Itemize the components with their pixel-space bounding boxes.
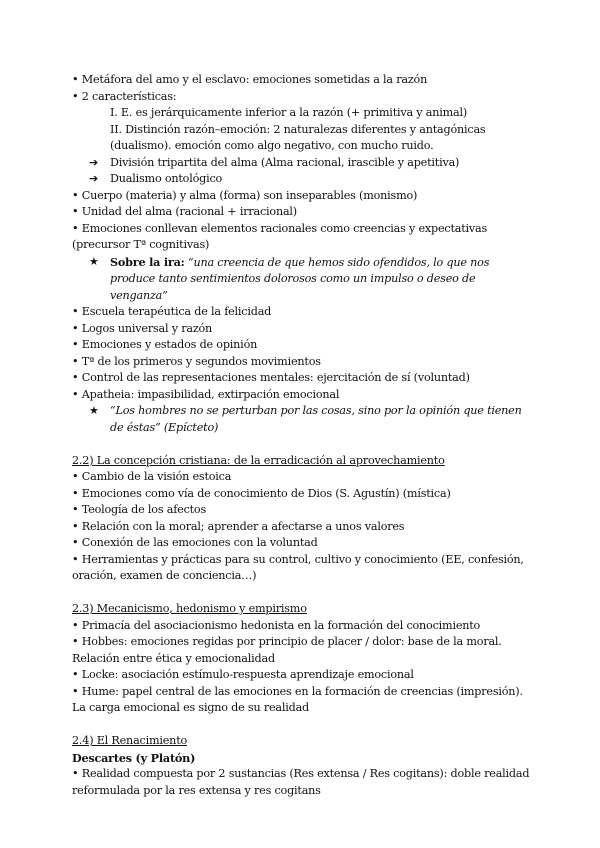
arrow-icon: ➔ (89, 155, 99, 169)
bullet-cuerpo-alma: • Cuerpo (materia) y alma (forma) son inseparables (monismo) (72, 188, 418, 202)
section-heading-renacimiento: 2.4) El Renacimiento (72, 734, 188, 747)
bullet-movimientos: • Tª de los primeros y segundos movimientos (72, 354, 321, 368)
bullet-apatheia: • Apatheia: impasibilidad, extirpación emocional (72, 387, 340, 401)
arrow-item-dualismo (72, 171, 532, 188)
arrow-item-text: División tripartita del alma (Alma racional, irascible y apetitiva) (110, 155, 460, 169)
spacer (72, 436, 532, 453)
star-item-epicteto (72, 403, 532, 436)
list-item: • Realidad compuesta por 2 sustancias (Res extensa / Res cogitans): doble realidad reformulada por la res extensa y res cogitans (72, 767, 530, 797)
bullet-control-representaciones: • Control de las representaciones mentales: ejercitación de sí (voluntad) (72, 371, 470, 384)
star-icon: ★ (89, 404, 99, 417)
bullet-emociones-racionales: • Emociones conllevan elementos racionales como creencias y expectativas (precursor Tª cognitivas) (72, 221, 488, 251)
star-icon: ★ (89, 254, 99, 268)
bullet-amo-esclavo: • Metáfora del amo y el esclavo: emociones sometidas a la razón (72, 73, 428, 86)
list-item: • Hobbes: emociones regidas por principio de placer / dolor: base de la moral. Relación entre ética y emocionalidad (72, 635, 502, 665)
list-item: • Cambio de la visión estoica (72, 470, 232, 483)
bullet-logos: • Logos universal y razón (72, 321, 213, 335)
document-page (72, 72, 532, 799)
star-item-ira (72, 254, 532, 305)
arrow-item-division-tripartita (72, 155, 532, 172)
list-item: • Herramientas y prácticas para su control, cultivo y conocimiento (EE, confesión, oración, examen de conciencia…) (72, 552, 524, 582)
list-item: • Conexión de las emociones con la voluntad (72, 536, 318, 549)
list-item: • Locke: asociación estímulo-respuesta aprendizaje emocional (72, 668, 414, 681)
bullet-unidad-alma: • Unidad del alma (racional + irracional) (72, 205, 297, 218)
caracteristica-ii: II. Distinción razón–emoción: 2 naturalezas diferentes y antagónicas (dualismo). emoción como algo negativo, con mucho ruido. (110, 122, 486, 152)
section-heading-cristiana: 2.2) La concepción cristiana: de la erradicación al aprovechamiento (72, 453, 445, 467)
ira-label: Sobre la ira: (110, 254, 185, 269)
epicteto-quote: “Los hombres no se perturban por las cosas, sino por la opinión que tienen de éstas” (110, 404, 522, 434)
subheading-descartes: Descartes (y Platón) (72, 750, 196, 765)
list-item: • Hume: papel central de las emociones en la formación de creencias (impresión). La carga emocional es signo de su realidad (72, 684, 523, 714)
arrow-item-text: Dualismo ontológico (110, 172, 223, 185)
ira-quote: “una creencia de que hemos sido ofendidos, lo que nos produce tanto sentimientos dolorosos como un impulso o deseo de venganza” (110, 255, 490, 302)
section-heading-mecanicismo: 2.3) Mecanicismo, hedonismo y empirismo (72, 602, 307, 615)
arrow-icon: ➔ (89, 172, 99, 185)
caracteristica-i: I. E. es jerárquicamente inferior a la razón (+ primitiva y animal) (110, 106, 468, 119)
epicteto-author: (Epícteto) (163, 420, 219, 434)
bullet-escuela-terapeutica: • Escuela terapéutica de la felicidad (72, 305, 272, 318)
list-item: • Primacía del asociacionismo hedonista en la formación del conocimiento (72, 618, 481, 632)
spacer (72, 717, 532, 734)
spacer (72, 585, 532, 602)
bullet-estados-opinion: • Emociones y estados de opinión (72, 338, 258, 351)
bullet-caracteristicas: • 2 características: (72, 89, 177, 103)
list-item: • Relación con la moral; aprender a afectarse a unos valores (72, 519, 405, 533)
list-item: • Teología de los afectos (72, 503, 207, 516)
list-item: • Emociones como vía de conocimiento de Dios (S. Agustín) (mística) (72, 486, 451, 500)
